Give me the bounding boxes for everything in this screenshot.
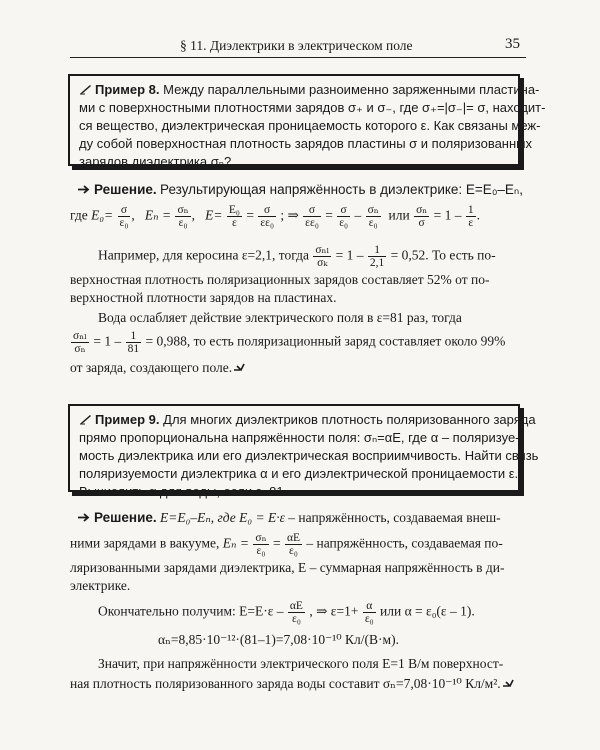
example-9-box — [68, 404, 539, 499]
fraction: $\frac{\sigma}{\text{εε₀}}$ — [305, 204, 319, 229]
sol9-text-1: – напряжённость, создаваемая внеш- — [288, 510, 501, 525]
text-where: где — [70, 207, 88, 223]
example-9-line: Для многих диэлектриков плотность поляризованного заряда — [163, 412, 536, 427]
eq-E0: E₀= — [91, 207, 114, 223]
fraction: $\frac{\sigma}{\text{ε₀}}$ — [119, 204, 129, 229]
fraction: $\frac{\sigma}{\text{εε₀}}$ — [260, 204, 274, 229]
sol9-eq-1: E=E₀–Eₙ, где E₀ = E·ε — [160, 510, 285, 525]
kerosene-line-2: верхностная плотность поляризационных зарядов составляет 52% от по- — [70, 272, 490, 287]
kerosene-line-3: верхностной плотности зарядов на пластинах. — [70, 290, 337, 305]
solution-9 — [68, 508, 524, 708]
example-9-label: Пример 9. — [95, 412, 160, 427]
sol9-line-8: ная плотность поляризованного заряда воды составит σₙ=7,08·10⁻¹⁰ Кл/м². — [70, 674, 514, 694]
kerosene-line: Например, для керосина ε=2,1, тогда σₙₗ σₖ = 1 – $\frac{1}{2,1}$ = 0,52. То есть по- — [98, 244, 496, 269]
example-9-line: прямо пропорциональна напряжённости поля: σₙ=αE, где α – поляризуе- — [79, 430, 520, 445]
end-of-solution-icon — [503, 679, 514, 687]
solution-8-label: Решение. — [94, 182, 157, 197]
text-or: или — [388, 207, 410, 223]
section-title: § 11. Диэлектрики в электрическом поле — [180, 38, 413, 53]
fraction: $\frac{\text{σₙ}}{\sigma}$ — [416, 204, 428, 229]
sol9-line-3: ляризованными зарядами диэлектрика, E – суммарная напряжённость в ди- — [70, 560, 505, 575]
arrow-icon — [78, 185, 91, 194]
example-8-line: ми с поверхностными плотностями зарядов σ₊ и σ₋, где σ₊=|σ₋|= σ, находит- — [79, 100, 546, 115]
solution-8-intro: Результирующая напряжённость в диэлектрике: E=E₀–Eₙ, — [160, 182, 524, 197]
water-line-2: σₙₗ σₙ = 1 – $\frac{1}{81}$ = 0,988, то есть поляризационный заряд составляет около 99% — [73, 330, 506, 355]
example-8-label: Пример 8. — [95, 82, 160, 97]
example-8-line: ся вещество, диэлектрическая проницаемость которого ε. Как связаны меж- — [79, 118, 541, 133]
fraction: $\frac{\text{σₙ}}{\text{ε₀}}$ — [367, 204, 379, 229]
pen-icon — [79, 85, 92, 95]
fraction: $\frac{\text{E₀}}{\varepsilon}$ — [228, 204, 240, 229]
sol9-line-7: Значит, при напряжённости электрического поля E=1 В/м поверхност- — [98, 656, 504, 671]
sol9-result: αₙ=8,85·10⁻¹²·(81–1)=7,08·10⁻¹⁰ Кл/(В·м). — [158, 632, 399, 647]
header-rule — [70, 57, 526, 58]
fraction: $\frac{1}{\varepsilon}$ — [467, 204, 474, 229]
pen-icon — [79, 415, 92, 425]
end-of-solution-icon — [234, 363, 245, 371]
sol9-line-5: Окончательно получим: E=E·ε – $\frac{\alpha E}{\text{ε₀}}$ , ⇒ ε=1+ $\frac{\alpha}{\text{ε₀}}$ или α = ε₀(ε – 1). — [98, 600, 475, 625]
page-header — [70, 36, 526, 58]
eq-E: E= — [205, 207, 223, 223]
example-8-line: Между параллельными разноименно заряженными пластина- — [163, 82, 540, 97]
sol9-line-4: электрике. — [70, 578, 131, 593]
example-8-line: ду собой поверхностная плотность зарядов пластины σ и поляризованных — [79, 136, 533, 151]
example-8-line: зарядов диэлектрика σₙ? — [79, 154, 232, 169]
example-8-box — [68, 74, 546, 169]
water-line-1: Вода ослабляет действие электрического поля в ε=81 раз, тогда — [98, 310, 462, 325]
solution-9-label: Решение. — [94, 510, 157, 525]
fraction: $\frac{\text{σₙ}}{\text{ε₀}}$ — [177, 204, 189, 229]
fraction: $\frac{\sigma}{\text{ε₀}}$ — [339, 204, 349, 229]
water-line-3: от заряда, создающего поле. — [70, 358, 245, 378]
eq-En: Eₙ = — [144, 207, 172, 223]
example-9-line: поляризуемости диэлектрика α и его диэлектрической проницаемости ε. — [79, 466, 519, 481]
solution-8 — [68, 180, 524, 390]
page-number: 35 — [505, 36, 520, 52]
example-9-line: мость диэлектрика или его диэлектрическая восприимчивость. Найти связь — [79, 448, 539, 463]
arrow-icon — [78, 513, 91, 522]
example-9-line: Вычислить α для воды, если ε=81. — [79, 484, 288, 499]
solution-8-equations: где E₀= $\frac{\sigma}{\text{ε₀}}$ , Eₙ = $\frac{\text{σₙ}}{\text{ε₀}}$ , E= $\frac{\text{E₀}}{\varepsilon}$ = $\frac{\sigma}{\text{εε₀}}$ ; ⇒ $\frac{\sigma}{\text{εε₀}}$ = $\frac{\sigma}{\text{ε₀}}$ – $\frac{\text{σₙ}}{\text{ε₀}}$ или $\frac{\text{σₙ}}{\sigma}$ = 1 – $\frac{1}{\varepsilon}$ . — [70, 204, 480, 229]
sol9-line-2: ними зарядами в вакууме, Eₙ = $\frac{\text{σₙ}}{\text{ε₀}}$ = $\frac{\alpha E}{\text{ε₀}}$ – напряжённость, создаваемая по- — [70, 532, 503, 557]
